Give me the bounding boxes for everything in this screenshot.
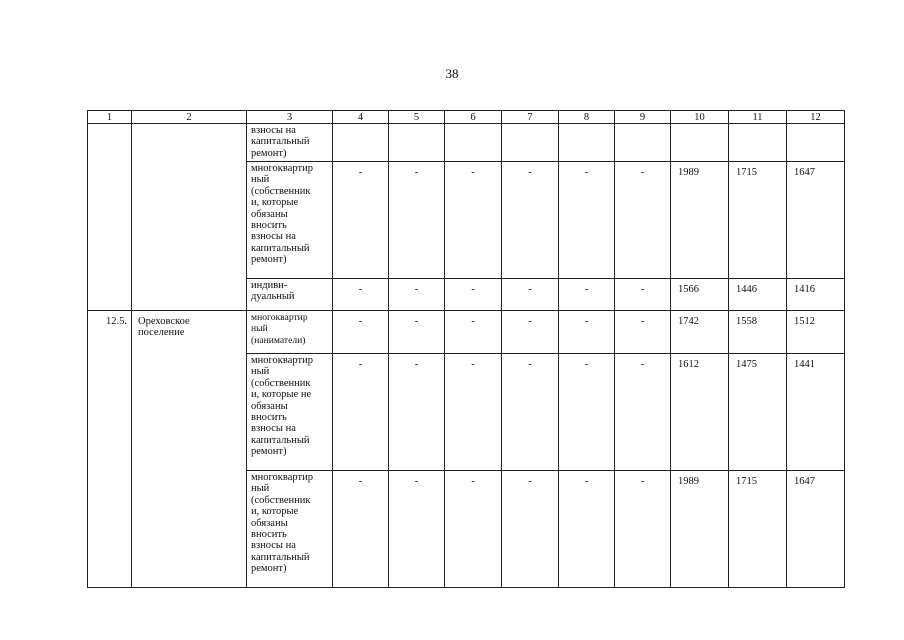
tariff-value-col-11: 1446 bbox=[729, 279, 787, 311]
value-cell-col-7: - bbox=[502, 279, 559, 311]
table-row bbox=[88, 311, 845, 354]
header-cell: 5 bbox=[389, 111, 445, 124]
value-cell-col-9: - bbox=[615, 354, 671, 471]
value-cell-col-6: - bbox=[445, 311, 502, 354]
tariff-value-col-12: 1441 bbox=[787, 354, 845, 471]
tariff-value-col-11: 1558 bbox=[729, 311, 787, 354]
value-cell-col-9: - bbox=[615, 162, 671, 279]
tariff-value-col-12: 1512 bbox=[787, 311, 845, 354]
value-cell-col-6: - bbox=[445, 279, 502, 311]
tariff-value-col-10: 1742 bbox=[671, 311, 729, 354]
header-cell: 2 bbox=[132, 111, 247, 124]
tariff-value-col-10: 1612 bbox=[671, 354, 729, 471]
tariff-value-col-12: 1647 bbox=[787, 162, 845, 279]
value-cell-col-8: - bbox=[559, 279, 615, 311]
value-cell-col-9: - bbox=[615, 279, 671, 311]
value-cell-col-6: - bbox=[445, 471, 502, 588]
tariff-value-col-10 bbox=[671, 124, 729, 162]
value-cell-col-5: - bbox=[389, 162, 445, 279]
header-cell: 10 bbox=[671, 111, 729, 124]
tariff-value-col-11: 1475 bbox=[729, 354, 787, 471]
value-cell-col-8: - bbox=[559, 471, 615, 588]
header-cell: 7 bbox=[502, 111, 559, 124]
row-number-cell bbox=[88, 124, 132, 311]
tariff-value-col-12 bbox=[787, 124, 845, 162]
value-cell-col-5: - bbox=[389, 354, 445, 471]
tariff-value-col-10: 1989 bbox=[671, 162, 729, 279]
value-cell-col-7: - bbox=[502, 354, 559, 471]
value-cell-col-7: - bbox=[502, 471, 559, 588]
value-cell-col-8 bbox=[559, 124, 615, 162]
value-cell-col-6: - bbox=[445, 162, 502, 279]
value-cell-col-5: - bbox=[389, 279, 445, 311]
housing-type-cell: многоквартир ный (наниматели) bbox=[247, 311, 333, 354]
value-cell-col-4: - bbox=[333, 354, 389, 471]
page-number: 38 bbox=[445, 66, 459, 81]
row-number-cell: 12.5. bbox=[88, 311, 132, 588]
tariff-value-col-11: 1715 bbox=[729, 162, 787, 279]
housing-type-cell: многоквартир ный (собственник и, которые обязаны вносить взносы на капитальный ремонт) bbox=[247, 471, 333, 588]
settlement-name-cell: Ореховское поселение bbox=[132, 311, 247, 588]
value-cell-col-6 bbox=[445, 124, 502, 162]
value-cell-col-4 bbox=[333, 124, 389, 162]
tariff-value-col-10: 1989 bbox=[671, 471, 729, 588]
header-row bbox=[88, 111, 845, 124]
header-cell: 1 bbox=[88, 111, 132, 124]
value-cell-col-8: - bbox=[559, 162, 615, 279]
value-cell-col-4: - bbox=[333, 311, 389, 354]
tariff-value-col-10: 1566 bbox=[671, 279, 729, 311]
header-cell: 6 bbox=[445, 111, 502, 124]
housing-type-cell: многоквартир ный (собственник и, которые не обязаны вносить взносы на капитальный ремонт) bbox=[247, 354, 333, 471]
tariff-value-col-11 bbox=[729, 124, 787, 162]
value-cell-col-5: - bbox=[389, 311, 445, 354]
value-cell-col-7: - bbox=[502, 162, 559, 279]
settlement-name-cell bbox=[132, 124, 247, 311]
value-cell-col-5: - bbox=[389, 471, 445, 588]
housing-type-cell: многоквартир ный (собственник и, которые обязаны вносить взносы на капитальный ремонт) bbox=[247, 162, 333, 279]
value-cell-col-4: - bbox=[333, 162, 389, 279]
value-cell-col-9 bbox=[615, 124, 671, 162]
table-row bbox=[88, 124, 845, 162]
tariff-value-col-12: 1647 bbox=[787, 471, 845, 588]
value-cell-col-7 bbox=[502, 124, 559, 162]
header-cell: 9 bbox=[615, 111, 671, 124]
value-cell-col-6: - bbox=[445, 354, 502, 471]
table-body bbox=[88, 111, 845, 588]
value-cell-col-8: - bbox=[559, 354, 615, 471]
value-cell-col-8: - bbox=[559, 311, 615, 354]
housing-type-cell: индиви- дуальный bbox=[247, 279, 333, 311]
value-cell-col-9: - bbox=[615, 311, 671, 354]
header-cell: 8 bbox=[559, 111, 615, 124]
tariff-table bbox=[87, 110, 845, 588]
housing-type-cell: взносы на капитальный ремонт) bbox=[247, 124, 333, 162]
header-cell: 3 bbox=[247, 111, 333, 124]
header-cell: 12 bbox=[787, 111, 845, 124]
value-cell-col-4: - bbox=[333, 471, 389, 588]
value-cell-col-5 bbox=[389, 124, 445, 162]
value-cell-col-4: - bbox=[333, 279, 389, 311]
value-cell-col-9: - bbox=[615, 471, 671, 588]
tariff-value-col-12: 1416 bbox=[787, 279, 845, 311]
tariff-value-col-11: 1715 bbox=[729, 471, 787, 588]
header-cell: 11 bbox=[729, 111, 787, 124]
value-cell-col-7: - bbox=[502, 311, 559, 354]
header-cell: 4 bbox=[333, 111, 389, 124]
